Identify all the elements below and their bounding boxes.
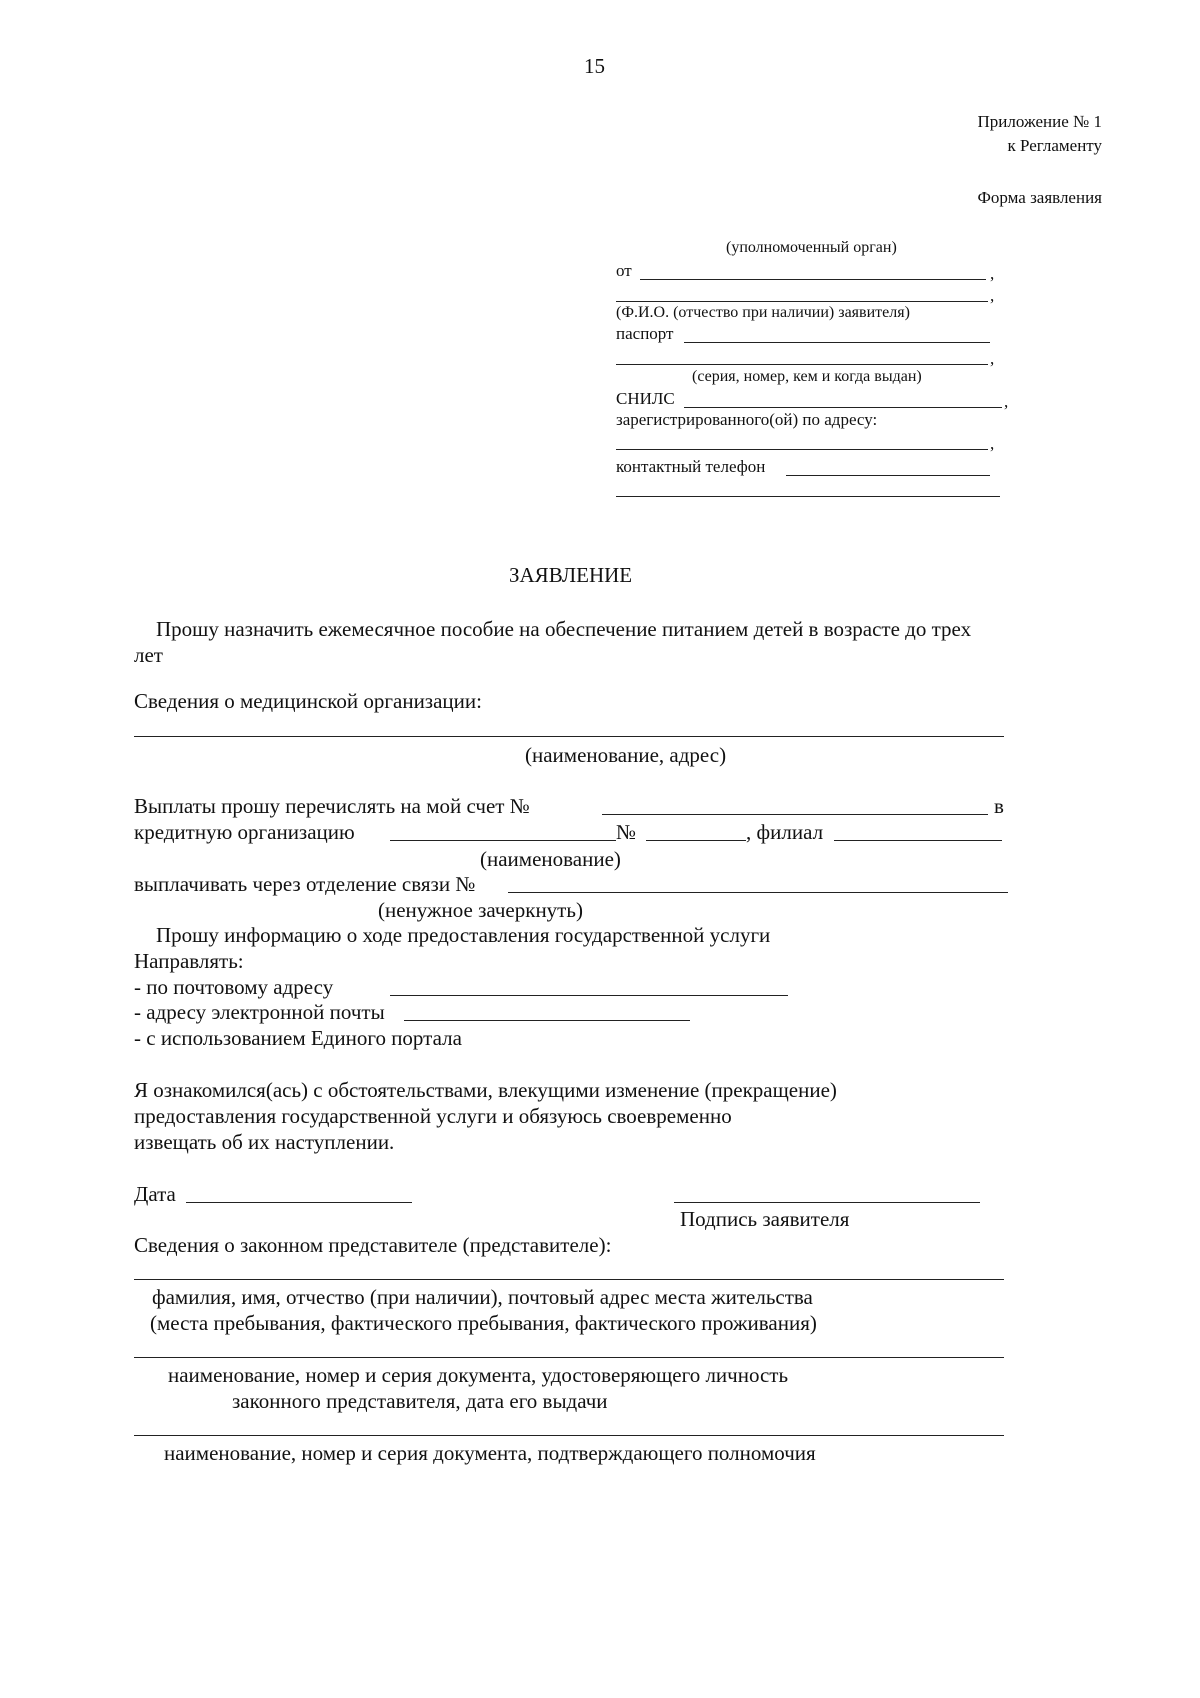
email-field-line[interactable]: [404, 1020, 690, 1021]
snils-label: СНИЛС: [616, 389, 675, 408]
representative-name-line[interactable]: [134, 1279, 1004, 1280]
representative-authority-line[interactable]: [134, 1435, 1004, 1436]
snils-field-line[interactable]: [684, 407, 1002, 408]
credit-org-number-line[interactable]: [646, 840, 746, 841]
page-number: 15: [584, 54, 605, 78]
registered-label: зарегистрированного(ой) по адресу:: [616, 410, 878, 429]
address-field-line[interactable]: [616, 449, 988, 450]
credit-org-caption: (наименование): [480, 847, 621, 871]
medical-caption: (наименование, адрес): [525, 743, 727, 767]
postal-field-line[interactable]: [390, 995, 788, 996]
account-field-line[interactable]: [602, 814, 988, 815]
representative-caption-3: наименование, номер и серия документа, подтверждающего полномочия: [164, 1441, 816, 1465]
extra-field-line[interactable]: [616, 496, 1000, 497]
branch-field-line[interactable]: [834, 840, 1002, 841]
comma-2: ,: [990, 286, 995, 305]
phone-field-line[interactable]: [786, 475, 990, 476]
medical-field-line[interactable]: [134, 736, 1004, 737]
account-line-end: в: [994, 794, 1004, 818]
post-office-label: выплачивать через отделение связи №: [134, 872, 476, 896]
passport-caption: (серия, номер, кем и когда выдан): [692, 368, 922, 385]
representative-label: Сведения о законном представителе (представителе):: [134, 1233, 612, 1257]
post-office-field-line[interactable]: [508, 892, 1008, 893]
email-option: - адресу электронной почты: [134, 1000, 385, 1024]
request-line-1: Прошу назначить ежемесячное пособие на обеспечение питанием детей в возрасте до трех: [156, 617, 972, 641]
appendix-line-1: Приложение № 1: [977, 112, 1102, 131]
ack-line-3: извещать об их наступлении.: [134, 1130, 395, 1154]
account-label: Выплаты прошу перечислять на мой счет №: [134, 794, 530, 818]
date-label: Дата: [134, 1182, 176, 1206]
request-line-2: лет: [134, 643, 163, 667]
credit-org-field-line[interactable]: [390, 840, 616, 841]
signature-caption: Подпись заявителя: [680, 1207, 850, 1231]
date-field-line[interactable]: [186, 1202, 412, 1203]
ack-line-2: предоставления государственной услуги и обязуюсь своевременно: [134, 1104, 732, 1128]
phone-label: контактный телефон: [616, 457, 766, 476]
comma-5: ,: [990, 434, 995, 453]
representative-caption-2a: наименование, номер и серия документа, удостоверяющего личность: [168, 1363, 789, 1387]
fio-caption: (Ф.И.О. (отчество при наличии) заявителя): [616, 304, 910, 321]
direct-label: Направлять:: [134, 949, 244, 973]
passport-field-line[interactable]: [684, 342, 990, 343]
passport-label: паспорт: [616, 324, 674, 343]
postal-option: - по почтовому адресу: [134, 975, 334, 999]
from-label: от: [616, 261, 632, 280]
passport-field-line-2[interactable]: [616, 364, 988, 365]
form-title: Форма заявления: [977, 188, 1102, 207]
representative-caption-1b: (места пребывания, фактического пребывания, фактического проживания): [150, 1311, 817, 1335]
representative-caption-1a: фамилия, имя, отчество (при наличии), почтовый адрес места жительства: [152, 1285, 813, 1309]
comma-4: ,: [1004, 392, 1009, 411]
credit-org-label: кредитную организацию: [134, 820, 355, 844]
ack-line-1: Я ознакомился(ась) с обстоятельствами, влекущими изменение (прекращение): [134, 1078, 837, 1102]
authority-caption: (уполномоченный орган): [726, 239, 897, 256]
strike-caption: (ненужное зачеркнуть): [378, 898, 583, 922]
appendix-line-2: к Регламенту: [1007, 136, 1102, 155]
portal-option: - с использованием Единого портала: [134, 1026, 462, 1050]
signature-field-line[interactable]: [674, 1202, 980, 1203]
from-field-line-2[interactable]: [616, 301, 988, 302]
comma-1: ,: [990, 264, 995, 283]
branch-label: , филиал: [746, 820, 824, 844]
document-title: ЗАЯВЛЕНИЕ: [509, 563, 633, 587]
medical-label: Сведения о медицинской организации:: [134, 689, 482, 713]
info-line-1: Прошу информацию о ходе предоставления государственной услуги: [156, 923, 771, 947]
credit-org-number-sign: №: [616, 820, 637, 844]
comma-3: ,: [990, 349, 995, 368]
representative-caption-2b: законного представителя, дата его выдачи: [232, 1389, 608, 1413]
from-field-line[interactable]: [640, 279, 986, 280]
representative-id-line[interactable]: [134, 1357, 1004, 1358]
